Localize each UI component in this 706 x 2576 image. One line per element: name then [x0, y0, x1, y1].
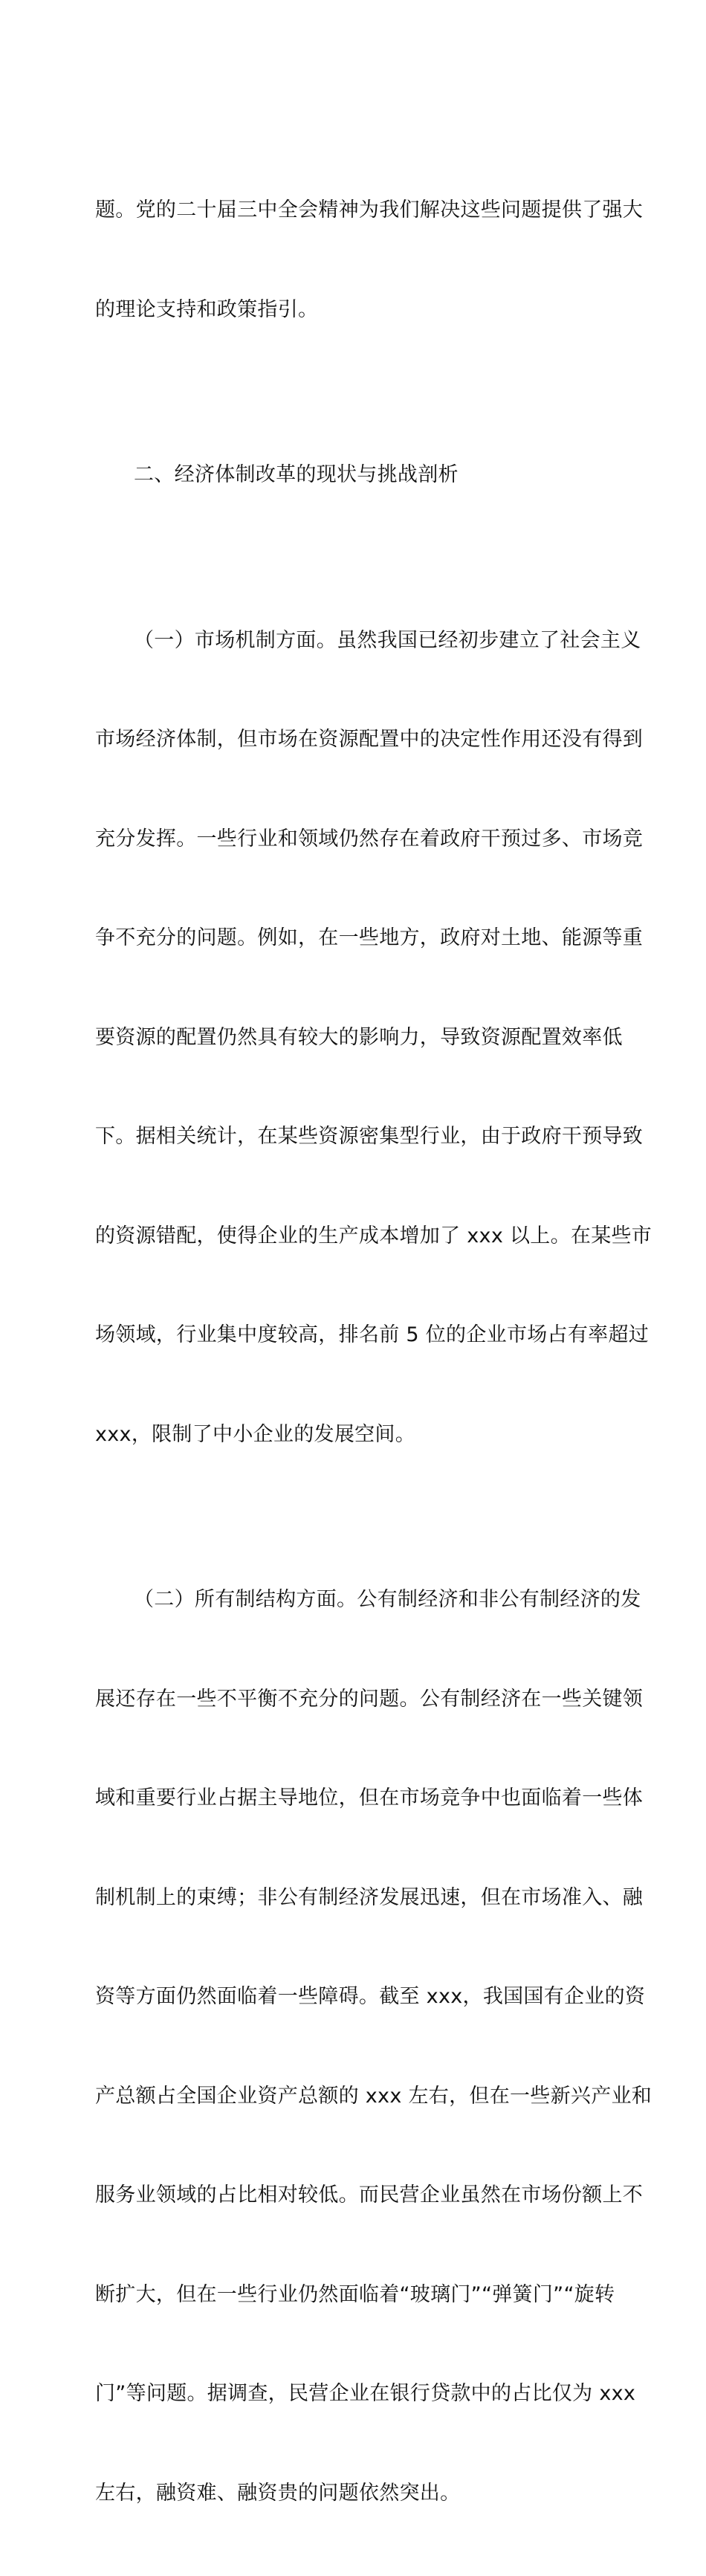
text-line — [95, 459, 612, 492]
text-line — [95, 1584, 641, 1617]
text-line: 左右，融资难、融资贵的问题依然突出。 — [95, 2481, 461, 2505]
market-mechanism-paragraph — [95, 558, 652, 1518]
text-line: 争不充分的问题。例如，在一些地方，政府对土地、能源等重 — [95, 926, 644, 949]
text-line: 产总额占全国企业资产总额的 xxx 左右，但在一些新兴产业和 — [95, 2084, 652, 2108]
text-line: 门”等问题。据调查，民营企业在银行贷款中的占比仅为 xxx — [95, 2382, 636, 2405]
document-body — [95, 128, 652, 2576]
text-line: 域和重要行业占据主导地位，但在市场竞争中也面临着一些体 — [95, 1786, 644, 1810]
section-heading-text: 二、经济体制改革的现状与挑战剖析 — [134, 463, 459, 486]
text-line: 市场经济体制，但市场在资源配置中的决定性作用还没有得到 — [95, 728, 644, 751]
text-line: 下。据相关统计，在某些资源密集型行业，由于政府干预导致 — [95, 1125, 644, 1148]
continuation-paragraph — [95, 128, 644, 393]
section-heading — [95, 393, 612, 558]
text-line: 要资源的配置仍然具有较大的影响力，导致资源配置效率低 — [95, 1025, 623, 1049]
text-line: 场领域，行业集中度较高，排名前 5 位的企业市场占有率超过 — [95, 1323, 650, 1346]
text-line: 充分发挥。一些行业和领域仍然存在着政府干预过多、市场竞 — [95, 827, 644, 850]
text-line: xxx，限制了中小企业的发展空间。 — [95, 1422, 416, 1446]
text-line: 断扩大，但在一些行业仍然面临着“玻璃门”“弹簧门”“旋转 — [95, 2282, 615, 2306]
text-line: 服务业领域的占比相对较低。而民营企业虽然在市场份额上不 — [95, 2183, 644, 2207]
text-line — [95, 624, 641, 658]
text-line: 的理论支持和政策指引。 — [95, 297, 319, 321]
text-line: 的资源错配，使得企业的生产成本增加了 xxx 以上。在某些市 — [95, 1224, 652, 1247]
text-line: 题。党的二十届三中全会精神为我们解决这些问题提供了强大 — [95, 198, 644, 222]
text-line-content: （一）市场机制方面。虽然我国已经初步建立了社会主义 — [134, 628, 641, 652]
text-line: 资等方面仍然面临着一些障碍。截至 xxx，我国国有企业的资 — [95, 1985, 646, 2008]
text-line: 制机制上的束缚；非公有制经济发展迅速，但在市场准入、融 — [95, 1885, 644, 1909]
ownership-structure-paragraph — [95, 1517, 652, 2576]
text-line: 展还存在一些不平衡不充分的问题。公有制经济在一些关键领 — [95, 1687, 644, 1711]
text-line-content: （二）所有制结构方面。公有制经济和非公有制经济的发 — [134, 1588, 641, 1611]
